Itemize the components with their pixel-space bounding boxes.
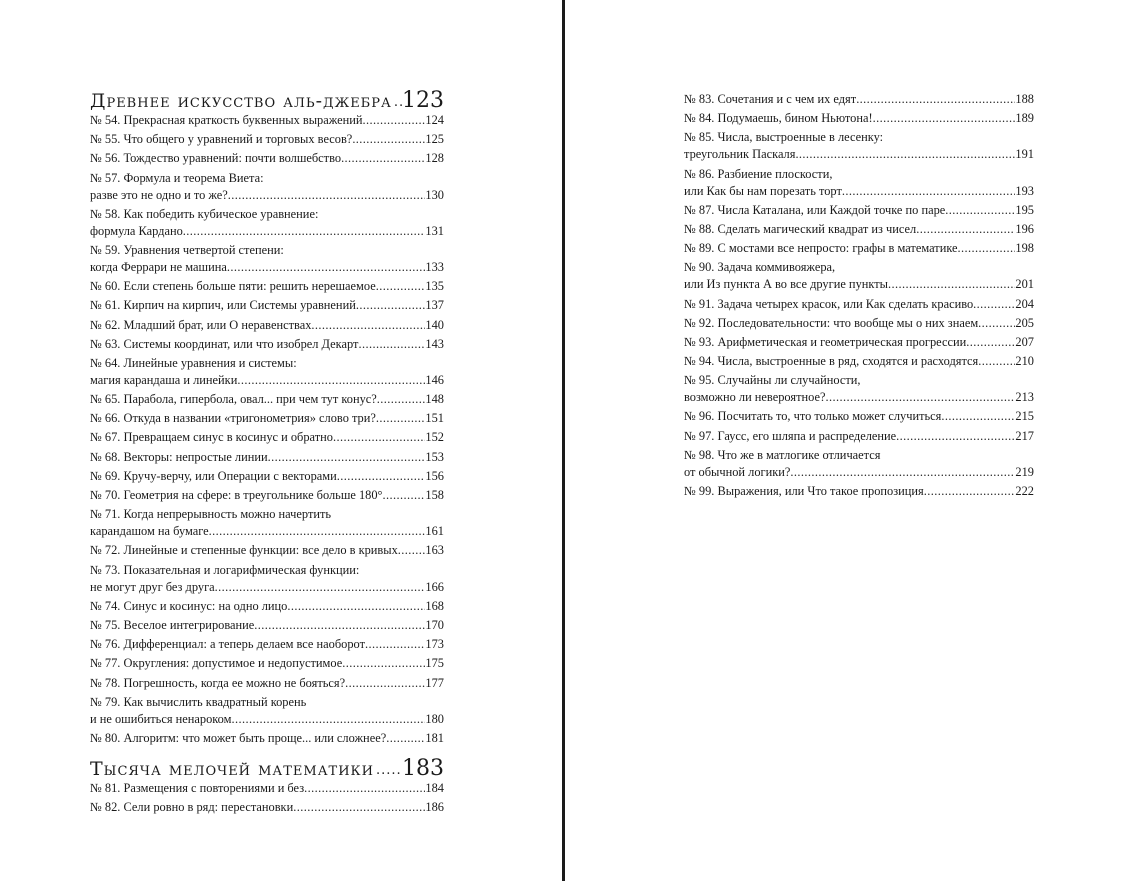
toc-page-number: 125	[425, 132, 444, 147]
toc-entry-row	[90, 223, 444, 240]
toc-page-number: 128	[425, 151, 444, 166]
toc-entry-row	[684, 334, 1034, 351]
toc-entry-title: № 87. Числа Каталана, или Каждой точке по паре	[684, 202, 946, 217]
toc-entry-title: № 81. Размещения с повторениями и без	[90, 780, 305, 795]
right-page-toc	[684, 91, 1034, 502]
leader-dots	[398, 542, 426, 559]
toc-entry-title: или Как бы нам порезать торт	[684, 183, 842, 198]
toc-page-number: 156	[425, 468, 444, 483]
toc-entry	[90, 636, 444, 653]
leader-dots	[978, 315, 1015, 332]
toc-entry-row	[90, 675, 444, 692]
toc-page-number: 217	[1015, 428, 1034, 443]
leader-dots	[268, 449, 426, 466]
toc-entry-row	[90, 297, 444, 314]
toc-entry-title: № 67. Превращаем синус в косинус и обратно	[90, 430, 333, 445]
toc-page-number: 148	[425, 392, 444, 407]
toc-entry	[90, 242, 444, 276]
section-heading	[90, 90, 444, 112]
leader-dots	[304, 780, 425, 797]
toc-entry-row	[90, 429, 444, 446]
toc-entry-title: № 74. Синус и косинус: на одно лицо	[90, 598, 288, 613]
leader-dots	[352, 131, 425, 148]
section-title: Тысяча мелочей математики	[90, 757, 374, 780]
toc-entry-title: № 54. Прекрасная краткость буквенных выражений	[90, 113, 363, 127]
toc-entry-list	[90, 780, 444, 816]
toc-entry-row	[90, 187, 444, 204]
toc-entry-row	[90, 487, 444, 504]
toc-entry	[684, 408, 1034, 425]
toc-entry	[90, 131, 444, 148]
toc-entry-row	[684, 202, 1034, 219]
toc-entry-row	[684, 428, 1034, 445]
toc-entry-row	[90, 579, 444, 596]
toc-entry-title-line: № 64. Линейные уравнения и системы:	[90, 355, 297, 370]
toc-page-number: 204	[1015, 296, 1034, 311]
toc-entry-title: № 84. Подумаешь, бином Ньютона!	[684, 111, 873, 126]
leader-dots	[215, 579, 426, 596]
toc-entry-title-line: № 71. Когда непрерывность можно начертить	[90, 507, 332, 522]
toc-entry	[90, 170, 444, 204]
toc-entry-title: № 75. Веселое интегрирование	[90, 617, 255, 632]
leader-dots	[888, 276, 1015, 293]
leader-dots	[966, 334, 1015, 351]
toc-entry	[90, 278, 444, 295]
toc-page-number: 189	[1015, 111, 1034, 126]
toc-entry-title-line: № 98. Что же в матлогике отличается	[684, 447, 881, 462]
toc-entry-title: № 76. Дифференциал: а теперь делаем все наоборот	[90, 637, 365, 652]
leader-dots	[363, 112, 426, 129]
section-page-number: 123	[402, 88, 444, 113]
toc-entry	[684, 129, 1034, 163]
toc-page-number: 163	[425, 543, 444, 558]
toc-entry	[90, 429, 444, 446]
toc-entry-row	[684, 110, 1034, 127]
toc-entry-row	[90, 278, 444, 295]
toc-entry	[684, 428, 1034, 445]
toc-entry-row	[684, 464, 1034, 481]
toc-entry-title: № 91. Задача четырех красок, или Как сделать красиво	[684, 296, 974, 311]
toc-entry-title: № 82. Сели ровно в ряд: перестановки	[90, 800, 294, 815]
toc-entry	[90, 112, 444, 129]
toc-entry-title: № 68. Векторы: непростые линии	[90, 449, 268, 464]
leader-dots	[978, 353, 1015, 370]
toc-page-number: 168	[425, 598, 444, 613]
leader-dots	[945, 202, 1015, 219]
toc-entry	[90, 617, 444, 634]
leader-dots	[342, 655, 425, 672]
left-page-toc	[90, 90, 444, 818]
leader-dots	[856, 91, 1015, 108]
leader-dots	[896, 428, 1015, 445]
toc-entry-title: когда Феррари не машина	[90, 259, 227, 274]
toc-page-number: 196	[1015, 221, 1034, 236]
toc-entry-row	[90, 372, 444, 389]
toc-entry-title: и не ошибиться ненароком	[90, 711, 232, 726]
toc-entry	[684, 240, 1034, 257]
toc-entry-row	[684, 276, 1034, 293]
toc-entry-row	[684, 240, 1034, 257]
toc-entry-title: № 93. Арифметическая и геометрическая прогрессии	[684, 334, 967, 349]
toc-entry-row	[90, 131, 444, 148]
toc-entry	[90, 799, 444, 816]
toc-entry	[684, 221, 1034, 238]
leader-dots	[795, 146, 1015, 163]
toc-entry	[684, 259, 1034, 293]
toc-entry	[90, 391, 444, 408]
toc-page-number: 195	[1015, 202, 1034, 217]
leader-dots	[183, 223, 426, 240]
toc-entry-row	[684, 183, 1034, 200]
toc-page-number: 201	[1015, 277, 1034, 292]
toc-entry-title-line: № 59. Уравнения четвертой степени:	[90, 242, 284, 257]
toc-entry-row	[90, 655, 444, 672]
leader-dots	[842, 183, 1016, 200]
toc-entry-list	[684, 91, 1034, 500]
toc-entry-title: разве это не одно и то же?	[90, 187, 228, 202]
toc-entry-title: № 62. Младший брат, или О неравенствах	[90, 317, 312, 332]
toc-entry-title: № 70. Геометрия на сфере: в треугольнике больше 180°	[90, 488, 383, 502]
leader-dots	[790, 464, 1015, 481]
toc-entry	[90, 150, 444, 167]
toc-entry-title: № 60. Если степень больше пяти: решить нерешаемое	[90, 279, 376, 294]
leader-dots	[394, 94, 402, 112]
toc-entry-row	[90, 449, 444, 466]
toc-entry	[90, 487, 444, 504]
toc-page-number: 130	[425, 187, 444, 202]
toc-entry	[90, 780, 444, 797]
toc-entry-title: № 65. Парабола, гипербола, овал... при чем тут конус?	[90, 392, 377, 407]
toc-entry-title-line: № 86. Разбиение плоскости,	[684, 166, 833, 181]
toc-page-number: 170	[425, 617, 444, 632]
toc-page-number: 153	[425, 449, 444, 464]
leader-dots	[228, 187, 426, 204]
toc-page-number: 207	[1015, 334, 1034, 349]
leader-dots	[337, 468, 426, 485]
toc-entry	[684, 110, 1034, 127]
toc-entry-row	[90, 317, 444, 334]
toc-entry	[90, 355, 444, 389]
toc-entry-row	[684, 146, 1034, 163]
toc-page-number: 180	[425, 711, 444, 726]
toc-entry-row	[684, 296, 1034, 313]
toc-entry	[90, 655, 444, 672]
toc-page-number: 143	[425, 336, 444, 351]
toc-entry-title: № 88. Сделать магический квадрат из чисел	[684, 221, 917, 236]
toc-entry-title: треугольник Паскаля	[684, 147, 796, 162]
toc-entry-row	[684, 315, 1034, 332]
toc-entry	[684, 202, 1034, 219]
toc-entry-title: магия карандаша и линейки	[90, 372, 238, 387]
leader-dots	[287, 598, 425, 615]
toc-entry-row	[90, 711, 444, 728]
toc-entry-title: № 55. Что общего у уравнений и торговых весов?	[90, 132, 353, 147]
toc-page-number: 191	[1015, 147, 1034, 162]
toc-entry-row	[90, 799, 444, 816]
section-heading	[90, 755, 444, 781]
toc-page-number: 213	[1015, 390, 1034, 405]
leader-dots	[958, 240, 1016, 257]
toc-entry-title: № 97. Гаусс, его шляпа и распределение	[684, 428, 897, 443]
toc-entry-title-line: № 95. Случайны ли случайности,	[684, 373, 861, 388]
toc-entry-row	[90, 617, 444, 634]
toc-entry	[90, 317, 444, 334]
toc-entry	[684, 447, 1034, 481]
leader-dots	[209, 523, 426, 540]
toc-entry-row	[90, 598, 444, 615]
toc-entry-title: № 83. Сочетания и с чем их едят	[684, 92, 857, 106]
toc-entry	[684, 372, 1034, 406]
toc-entry-title: № 92. Последовательности: что вообще мы о них знаем	[684, 315, 979, 330]
toc-entry-title: № 96. Посчитать то, что только может случиться	[684, 409, 942, 424]
section-title: Древнее искусство аль-джебра	[90, 90, 392, 112]
leader-dots	[333, 429, 425, 446]
toc-page-number: 175	[425, 656, 444, 671]
toc-page-number: 152	[425, 430, 444, 445]
toc-page-number: 205	[1015, 315, 1034, 330]
toc-entry-row	[90, 391, 444, 408]
leader-dots	[376, 762, 402, 780]
toc-entry	[90, 410, 444, 427]
toc-entry-title: № 63. Системы координат, или что изобрел Декарт	[90, 336, 359, 351]
toc-page-number: 184	[425, 780, 444, 795]
leader-dots	[311, 317, 425, 334]
toc-entry-title-line: № 57. Формула и теорема Виета:	[90, 170, 264, 185]
toc-page-number: 124	[425, 113, 444, 127]
toc-page-number: 166	[425, 579, 444, 594]
toc-entry-row	[90, 780, 444, 797]
toc-entry	[684, 353, 1034, 370]
toc-entry	[90, 542, 444, 559]
toc-entry-row	[684, 91, 1034, 108]
toc-entry	[90, 506, 444, 540]
toc-entry	[684, 334, 1034, 351]
toc-entry-row	[684, 353, 1034, 370]
toc-page-number: 222	[1015, 484, 1034, 498]
toc-entry-title-line: № 58. Как победить кубическое уравнение:	[90, 206, 319, 221]
toc-entry-row	[90, 468, 444, 485]
leader-dots	[293, 799, 425, 816]
toc-page-number: 215	[1015, 409, 1034, 424]
toc-entry-title-line: № 73. Показательная и логарифмическая функции:	[90, 562, 360, 577]
toc-entry-row	[684, 483, 1034, 500]
toc-entry-title: возможно ли невероятное?	[684, 390, 826, 405]
toc-entry	[90, 449, 444, 466]
toc-entry	[684, 296, 1034, 313]
leader-dots	[231, 711, 425, 728]
toc-entry-list	[90, 112, 444, 747]
toc-page-number: 186	[425, 800, 444, 815]
toc-page-number: 181	[425, 730, 444, 745]
toc-entry-row	[90, 730, 444, 747]
toc-entry-title: № 66. Откуда в названии «тригонометрия» слово три?	[90, 411, 376, 426]
toc-entry	[90, 675, 444, 692]
toc-entry-row	[90, 636, 444, 653]
toc-entry-title: № 56. Тождество уравнений: почти волшебство	[90, 151, 342, 166]
toc-page-number: 131	[425, 223, 444, 238]
toc-entry-row	[90, 336, 444, 353]
toc-entry	[90, 336, 444, 353]
leader-dots	[376, 278, 426, 295]
toc-entry-title: № 99. Выражения, или Что такое пропозиция	[684, 484, 924, 498]
toc-page-number: 158	[425, 488, 444, 502]
toc-entry	[90, 297, 444, 314]
toc-entry	[90, 468, 444, 485]
toc-entry	[90, 598, 444, 615]
toc-entry	[90, 206, 444, 240]
toc-page-number: 173	[425, 637, 444, 652]
toc-entry-row	[684, 389, 1034, 406]
toc-entry-title: № 89. С мостами все непросто: графы в математике	[684, 241, 958, 256]
toc-entry-title: № 94. Числа, выстроенные в ряд, сходятся и расходятся	[684, 354, 979, 369]
leader-dots	[227, 259, 426, 276]
toc-page-number: 177	[425, 675, 444, 690]
leader-dots	[873, 110, 1016, 127]
leader-dots	[924, 483, 1016, 500]
toc-entry-row	[90, 259, 444, 276]
leader-dots	[973, 296, 1015, 313]
toc-entry-row	[90, 523, 444, 540]
toc-page-number: 151	[425, 411, 444, 426]
toc-page-number: 193	[1015, 183, 1034, 198]
toc-entry-row	[90, 542, 444, 559]
toc-page-number: 198	[1015, 241, 1034, 256]
leader-dots	[941, 408, 1015, 425]
toc-entry	[90, 694, 444, 728]
toc-entry-title: карандашом на бумаге	[90, 524, 209, 539]
toc-entry-row	[90, 150, 444, 167]
toc-page-number: 137	[425, 298, 444, 313]
toc-entry	[90, 562, 444, 596]
toc-entry-title: от обычной логики?	[684, 464, 791, 479]
toc-page-number: 146	[425, 372, 444, 387]
toc-entry	[684, 315, 1034, 332]
toc-page-number: 161	[425, 524, 444, 539]
toc-page-number: 188	[1015, 92, 1034, 106]
leader-dots	[916, 221, 1015, 238]
toc-page-number: 219	[1015, 464, 1034, 479]
toc-entry-row	[90, 410, 444, 427]
toc-entry-title-line: № 79. Как вычислить квадратный корень	[90, 694, 307, 709]
toc-entry-title: № 80. Алгоритм: что может быть проще... или сложнее?	[90, 730, 387, 745]
leader-dots	[383, 487, 426, 504]
toc-entry-title: № 72. Линейные и степенные функции: все дело в кривых	[90, 543, 398, 558]
toc-entry	[684, 483, 1034, 500]
page-gutter	[562, 0, 565, 881]
leader-dots	[356, 297, 426, 314]
toc-entry-row	[684, 221, 1034, 238]
toc-entry-row	[684, 408, 1034, 425]
leader-dots	[254, 617, 425, 634]
leader-dots	[341, 150, 425, 167]
toc-entry-title-line: № 90. Задача коммивояжера,	[684, 260, 836, 275]
toc-entry-row	[90, 112, 444, 129]
toc-entry-title: не могут друг без друга	[90, 579, 215, 594]
leader-dots	[237, 372, 425, 389]
toc-entry-title: или Из пункта А во все другие пункты	[684, 277, 888, 292]
toc-entry	[90, 730, 444, 747]
toc-page-number: 133	[425, 259, 444, 274]
toc-page-number: 210	[1015, 354, 1034, 369]
section-page-number: 183	[402, 755, 444, 781]
toc-entry-title: № 61. Кирпич на кирпич, или Системы уравнений	[90, 298, 356, 313]
toc-entry-title-line: № 85. Числа, выстроенные в лесенку:	[684, 130, 884, 145]
toc-entry-title: формула Кардано	[90, 223, 183, 238]
toc-entry	[684, 91, 1034, 108]
leader-dots	[345, 675, 425, 692]
toc-entry-title: № 69. Кручу-верчу, или Операции с векторами	[90, 468, 337, 483]
leader-dots	[376, 410, 426, 427]
toc-entry	[684, 166, 1034, 200]
toc-entry-title: № 77. Округления: допустимое и недопустимое	[90, 656, 343, 671]
leader-dots	[358, 336, 425, 353]
leader-dots	[377, 391, 426, 408]
toc-page-number: 140	[425, 317, 444, 332]
toc-entry-title: № 78. Погрешность, когда ее можно не бояться?	[90, 675, 346, 690]
toc-page-number: 135	[425, 279, 444, 294]
leader-dots	[365, 636, 425, 653]
leader-dots	[825, 389, 1015, 406]
leader-dots	[386, 730, 425, 747]
